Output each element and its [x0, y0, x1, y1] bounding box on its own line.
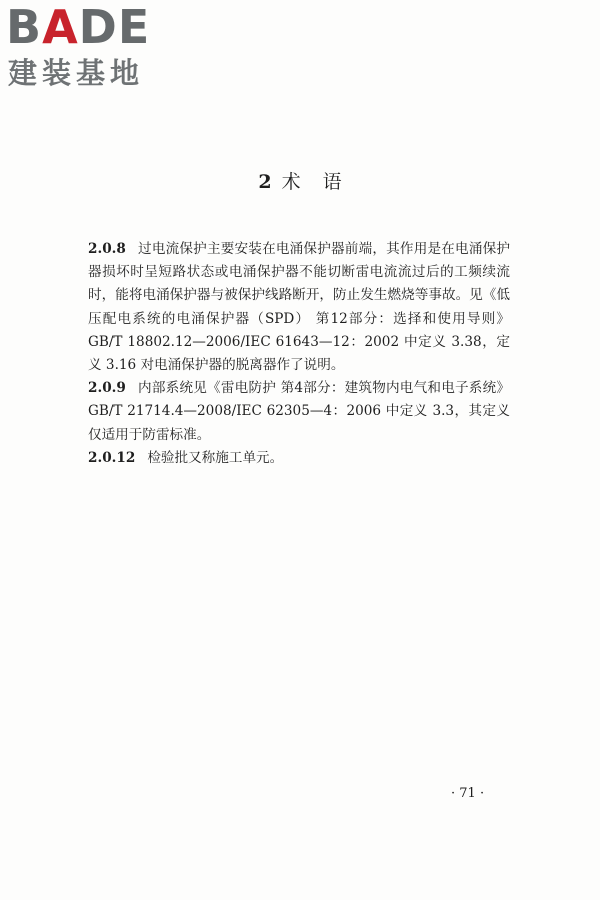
watermark-subtitle: 建装基地	[8, 56, 145, 90]
watermark-letter: B	[6, 0, 43, 54]
clause-2-0-9	[88, 377, 510, 447]
watermark-letter: D	[78, 0, 118, 54]
clause-2-0-12	[88, 447, 510, 470]
watermark-letter: A	[42, 0, 79, 54]
chapter-title: 术语	[281, 171, 364, 193]
page-number: · 71 ·	[451, 786, 485, 801]
clause-list	[88, 238, 510, 470]
clause-number: 2.0.9	[88, 380, 126, 397]
chapter-heading	[0, 170, 600, 194]
clause-number: 2.0.12	[88, 449, 136, 466]
chapter-number: 2	[258, 171, 272, 193]
clause-2-0-8	[88, 238, 510, 377]
watermark-letter: E	[117, 0, 151, 54]
clause-text: 内部系统见《雷电防护 第4部分：建筑物内电气和电子系统》GB/T 21714.4—2008/IEC 62305—4：2006 中定义 3.3，其定义仅适用于防雷标准。	[88, 380, 510, 443]
clause-text: 过电流保护主要安装在电涌保护器前端，其作用是在电涌保护器损坏时呈短路状态或电涌保护器不能切断雷电流流过后的工频续流时，能将电涌保护器与被保护线路断开，防止发生燃烧等事故。见《低压配电系统的电涌保护器（SPD） 第12部分：选择和使用导则》GB/T 18802.12—2006/IEC 61643—12：2002 中定义 3.38，定义 3.16 对电涌保护器的脱离器作了说明。	[88, 241, 510, 374]
clause-number: 2.0.8	[88, 241, 126, 257]
watermark-brand	[6, 2, 150, 52]
clause-text: 检验批又称施工单元。	[147, 449, 284, 466]
watermark-logo	[6, 2, 176, 92]
